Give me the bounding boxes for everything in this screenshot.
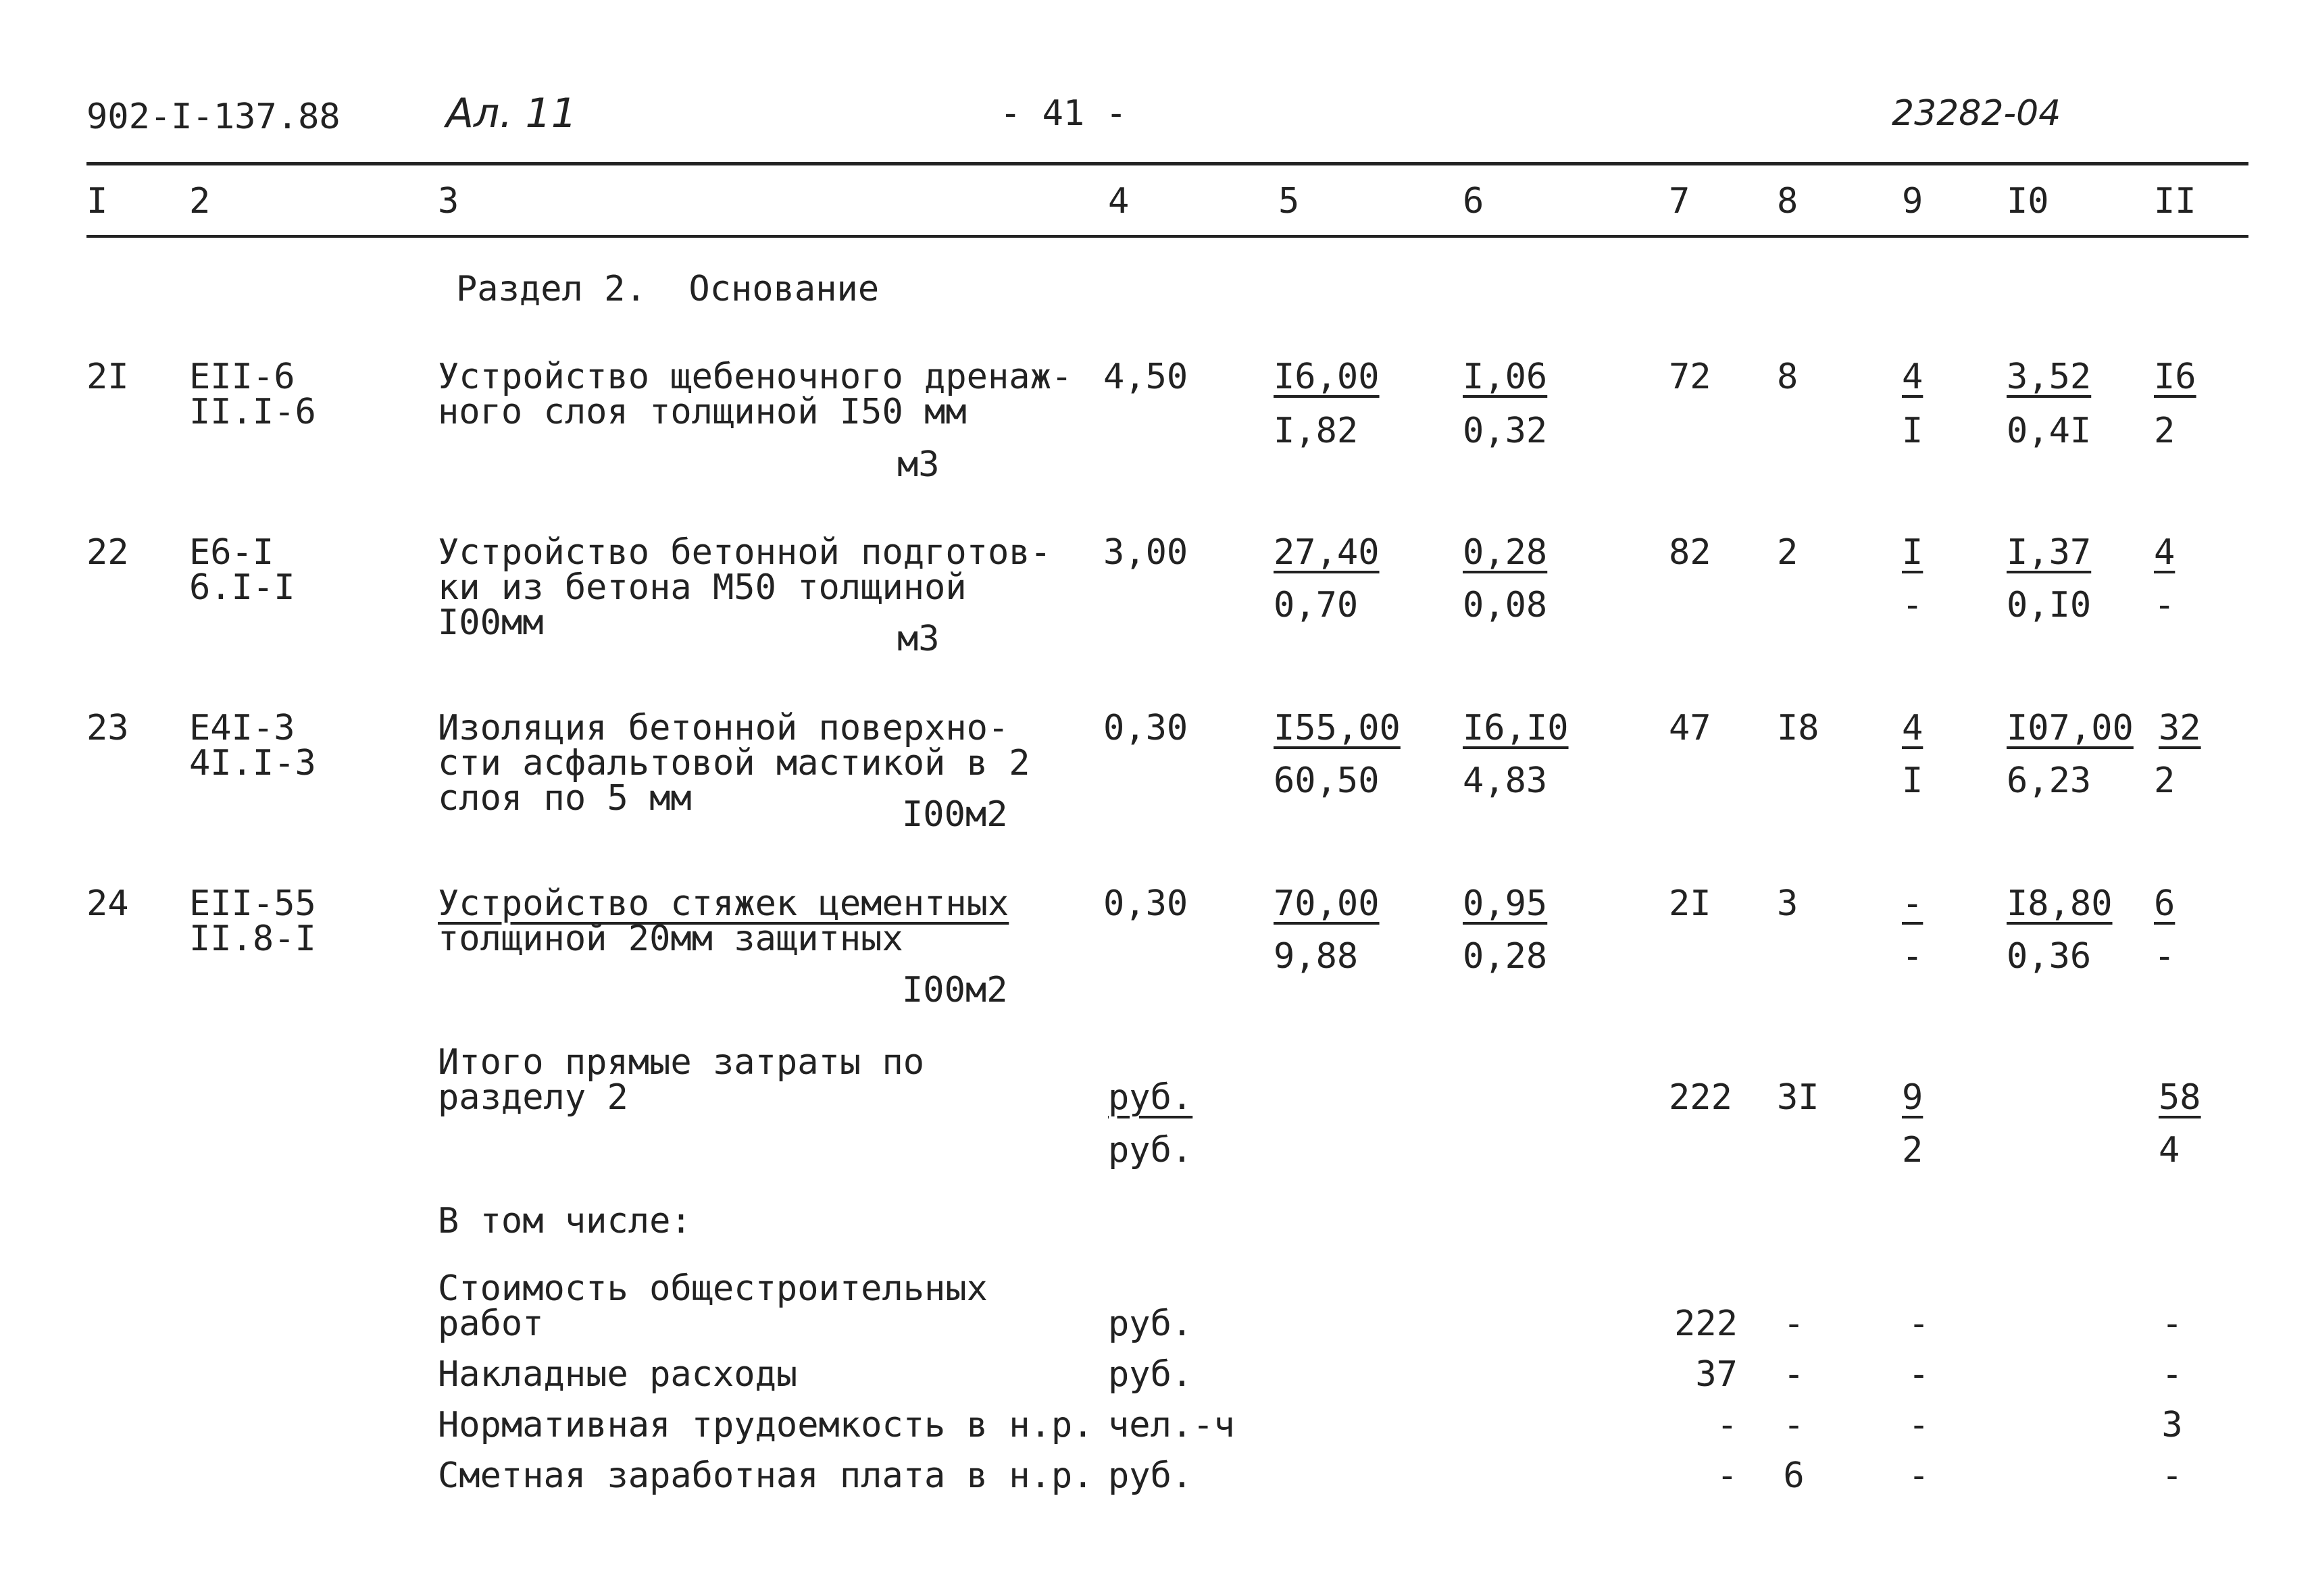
total-cost: 82 xyxy=(1669,532,1711,573)
breakdown-unit: руб. xyxy=(1108,1456,1193,1496)
row-number: 23 xyxy=(86,708,129,748)
unit-cost-machines: 0,95 xyxy=(1463,883,1548,924)
work-description: толщиной 20мм защитных xyxy=(438,919,903,959)
quantity: 4,50 xyxy=(1103,357,1188,397)
page-number: - 41 - xyxy=(1000,93,1127,134)
machines-cost-wages: I xyxy=(1902,761,1923,801)
work-description: слоя по 5 мм xyxy=(438,778,692,819)
machines-cost-wages: - xyxy=(1902,936,1923,977)
machines-cost: I xyxy=(1902,532,1923,573)
labor-unit: I,37 xyxy=(2007,532,2092,573)
breakdown-c7: 222 xyxy=(1674,1304,1738,1344)
col-header-7: 7 xyxy=(1669,181,1690,222)
breakdown-unit: чел.-ч xyxy=(1108,1405,1235,1445)
col-header-5: 5 xyxy=(1278,181,1300,222)
total-cost-wages: 3 xyxy=(1777,883,1799,924)
unit-cost-machines: 0,28 xyxy=(1463,532,1548,573)
col-header-9: 9 xyxy=(1902,181,1923,222)
breakdown-label: Накладные расходы xyxy=(438,1354,798,1395)
total-unit: руб. xyxy=(1108,1130,1193,1170)
labor-unit-machines: 0,4I xyxy=(2007,411,2092,451)
col-header-11: II xyxy=(2154,181,2196,222)
work-description: Устройство бетонной подготов- xyxy=(438,532,1051,573)
total-machines-wages: 2 xyxy=(1902,1130,1923,1170)
sheet-label: Ал. 11 xyxy=(446,90,577,137)
breakdown-unit: руб. xyxy=(1108,1354,1193,1395)
unit: м3 xyxy=(897,619,940,659)
header-top-rule xyxy=(86,162,2248,165)
total-cost-wages: 3I xyxy=(1777,1077,1819,1118)
norm-code-alt: 4I.I-3 xyxy=(189,743,316,783)
labor-total-machines: - xyxy=(2154,936,2175,977)
machines-cost: 4 xyxy=(1902,708,1923,748)
row-number: 2I xyxy=(86,357,129,397)
total-cost-wages: 8 xyxy=(1777,357,1799,397)
breakdown-c8: 6 xyxy=(1783,1456,1805,1496)
labor-unit-machines: 6,23 xyxy=(2007,761,2092,801)
doc-code: 902-I-137.88 xyxy=(86,97,341,137)
labor-total: 4 xyxy=(2154,532,2175,573)
unit: м3 xyxy=(897,444,940,485)
unit-cost-machines: I,06 xyxy=(1463,357,1548,397)
unit-cost-total: 27,40 xyxy=(1274,532,1380,573)
total-cost-wages: I8 xyxy=(1777,708,1819,748)
breakdown-c11: - xyxy=(2161,1354,2183,1395)
work-description: Устройство щебеночного дренаж- xyxy=(438,357,1073,397)
work-description: Устройство стяжек цементных xyxy=(438,883,1009,924)
unit-cost-wages: I,82 xyxy=(1274,411,1359,451)
unit-cost-wages: 0,70 xyxy=(1274,585,1359,625)
unit-cost-machines-wages: 0,08 xyxy=(1463,585,1548,625)
norm-code: E4I-3 xyxy=(189,708,295,748)
work-description: I00мм xyxy=(438,602,544,643)
col-header-3: 3 xyxy=(438,181,459,222)
total-label: Итого прямые затраты по xyxy=(438,1042,925,1083)
col-header-2: 2 xyxy=(189,181,211,222)
doc-number: 23282-04 xyxy=(1892,93,2061,134)
work-description: Изоляция бетонной поверхно- xyxy=(438,708,1009,748)
machines-cost: 4 xyxy=(1902,357,1923,397)
unit-cost-machines-wages: 0,32 xyxy=(1463,411,1548,451)
breakdown-c9: - xyxy=(1908,1405,1930,1445)
unit-cost-total: I55,00 xyxy=(1274,708,1401,748)
total-cost: 72 xyxy=(1669,357,1711,397)
col-header-8: 8 xyxy=(1777,181,1799,222)
quantity: 0,30 xyxy=(1103,708,1188,748)
quantity: 0,30 xyxy=(1103,883,1188,924)
labor-unit: I07,00 xyxy=(2007,708,2134,748)
breakdown-c8: - xyxy=(1783,1405,1805,1445)
total-unit: руб. xyxy=(1108,1077,1193,1118)
breakdown-c7: - xyxy=(1716,1456,1738,1496)
col-header-6: 6 xyxy=(1463,181,1484,222)
breakdown-c7: 37 xyxy=(1695,1354,1738,1395)
including-heading: В том числе: xyxy=(438,1201,692,1241)
breakdown-c8: - xyxy=(1783,1354,1805,1395)
labor-unit-machines: 0,I0 xyxy=(2007,585,2092,625)
unit: I00м2 xyxy=(902,794,1008,835)
total-machines: 9 xyxy=(1902,1077,1923,1118)
breakdown-label: Сметная заработная плата в н.р. xyxy=(438,1456,1094,1496)
unit-cost-total: I6,00 xyxy=(1274,357,1380,397)
unit-cost-machines-wages: 4,83 xyxy=(1463,761,1548,801)
row-number: 22 xyxy=(86,532,129,573)
breakdown-c11: - xyxy=(2161,1456,2183,1496)
breakdown-label: работ xyxy=(438,1304,544,1344)
unit: I00м2 xyxy=(902,970,1008,1010)
unit-cost-total: 70,00 xyxy=(1274,883,1380,924)
machines-cost-wages: - xyxy=(1902,585,1923,625)
col-header-10: I0 xyxy=(2007,181,2049,222)
total-labor-machines: 4 xyxy=(2159,1130,2180,1170)
labor-total-machines: - xyxy=(2154,585,2175,625)
total-label: разделу 2 xyxy=(438,1077,628,1118)
unit-cost-machines: I6,I0 xyxy=(1463,708,1569,748)
work-description: сти асфальтовой мастикой в 2 xyxy=(438,743,1030,783)
norm-code-alt: II.I-6 xyxy=(189,392,316,432)
breakdown-c11: 3 xyxy=(2161,1405,2183,1445)
labor-total-machines: 2 xyxy=(2154,411,2175,451)
norm-code-alt: II.8-I xyxy=(189,919,316,959)
breakdown-label: Стоимость общестроительных xyxy=(438,1268,988,1309)
quantity: 3,00 xyxy=(1103,532,1188,573)
unit-cost-wages: 9,88 xyxy=(1274,936,1359,977)
machines-cost-wages: I xyxy=(1902,411,1923,451)
norm-code-alt: 6.I-I xyxy=(189,567,295,608)
breakdown-c9: - xyxy=(1908,1354,1930,1395)
norm-code: EII-55 xyxy=(189,883,316,924)
breakdown-c9: - xyxy=(1908,1456,1930,1496)
breakdown-unit: руб. xyxy=(1108,1304,1193,1344)
header-bottom-rule xyxy=(86,235,2248,238)
breakdown-c9: - xyxy=(1908,1304,1930,1344)
total-cost: 2I xyxy=(1669,883,1711,924)
labor-unit-machines: 0,36 xyxy=(2007,936,2092,977)
breakdown-c11: - xyxy=(2161,1304,2183,1344)
total-cost: 47 xyxy=(1669,708,1711,748)
breakdown-label: Нормативная трудоемкость в н.р. xyxy=(438,1405,1094,1445)
row-number: 24 xyxy=(86,883,129,924)
breakdown-c8: - xyxy=(1783,1304,1805,1344)
norm-code: EII-6 xyxy=(189,357,295,397)
labor-unit: 3,52 xyxy=(2007,357,2092,397)
labor-total-machines: 2 xyxy=(2154,761,2175,801)
labor-total: I6 xyxy=(2154,357,2196,397)
unit-cost-wages: 60,50 xyxy=(1274,761,1380,801)
work-description: ного слоя толщиной I50 мм xyxy=(438,392,967,432)
norm-code: E6-I xyxy=(189,532,274,573)
col-header-1: I xyxy=(86,181,108,222)
total-labor: 58 xyxy=(2159,1077,2201,1118)
machines-cost: - xyxy=(1902,883,1923,924)
labor-total: 32 xyxy=(2159,708,2201,748)
work-description: ки из бетона М50 толщиной xyxy=(438,567,967,608)
labor-total: 6 xyxy=(2154,883,2175,924)
total-cost-wages: 2 xyxy=(1777,532,1799,573)
total-cost: 222 xyxy=(1669,1077,1732,1118)
breakdown-c7: - xyxy=(1716,1405,1738,1445)
unit-cost-machines-wages: 0,28 xyxy=(1463,936,1548,977)
section-title: Раздел 2. Основание xyxy=(456,269,880,309)
labor-unit: I8,80 xyxy=(2007,883,2113,924)
col-header-4: 4 xyxy=(1108,181,1130,222)
